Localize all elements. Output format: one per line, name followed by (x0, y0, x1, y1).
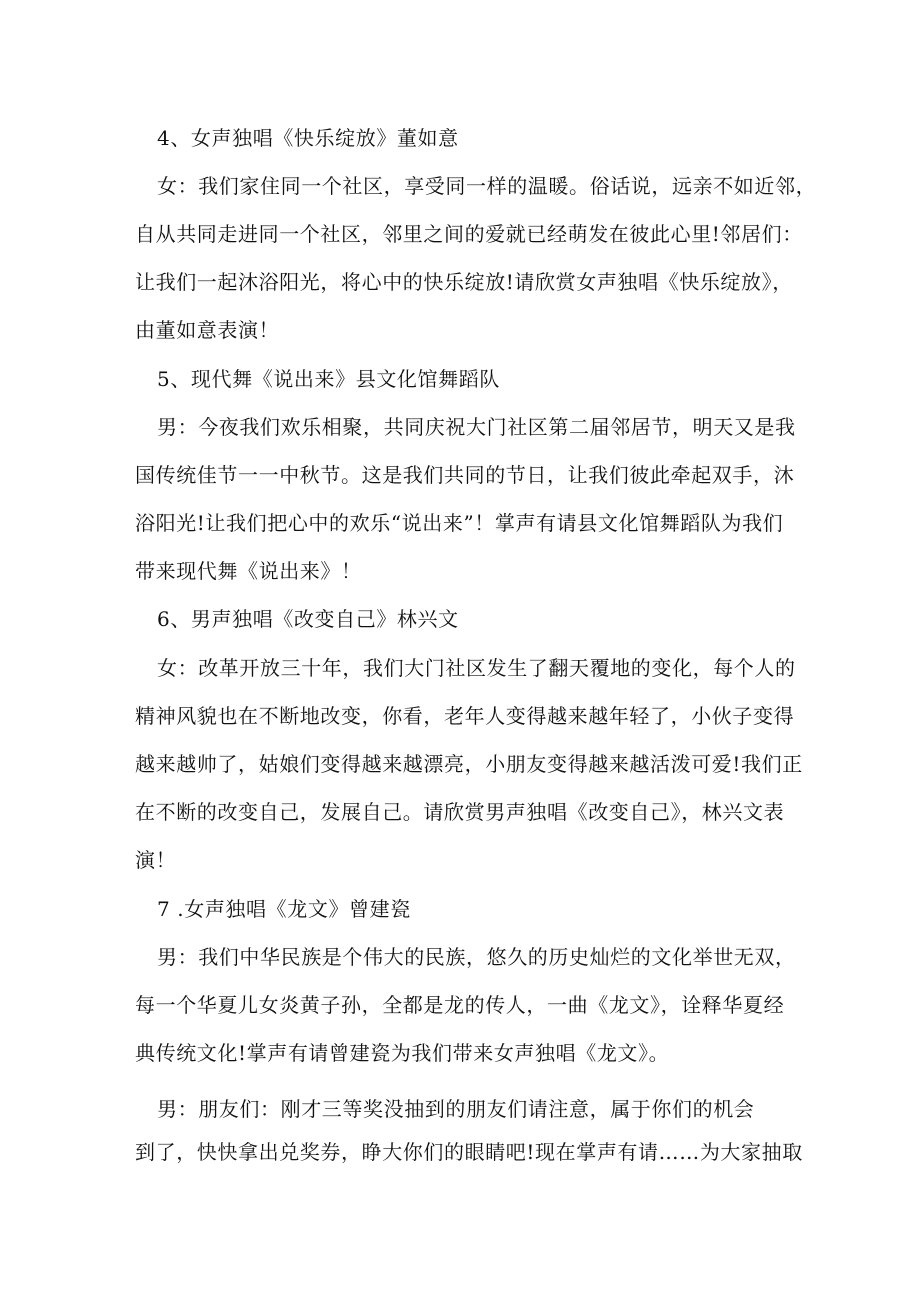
heading-item-6: 6、男声独唱《改变自己》林兴文 (157, 607, 459, 631)
paragraph-line: 由董如意表演！ (135, 318, 280, 342)
paragraph-line: 男：今夜我们欢乐相聚，共同庆祝大门社区第二届邻居节，明天又是我 (157, 415, 796, 439)
paragraph-line: 带来现代舞《说出来》！ (135, 559, 362, 583)
paragraph-line: 男：我们中华民族是个伟大的民族，悠久的历史灿烂的文化举世无双， (157, 945, 796, 969)
paragraph-line: 在不断的改变自己，发展自己。请欣赏男声独唱《改变自己》，林兴文表 (135, 800, 785, 824)
heading-item-7: 7 .女声独唱《龙文》曾建瓷 (157, 897, 411, 921)
paragraph-line: 到了，快快拿出兑奖券，睁大你们的眼睛吧!现在掌声有请……为大家抽取 (135, 1140, 803, 1164)
paragraph-line: 国传统佳节一一中秋节。这是我们共同的节日，让我们彼此牵起双手，沐 (135, 463, 795, 487)
paragraph-line: 女：改革开放三十年，我们大门社区发生了翻天覆地的变化，每个人的 (157, 656, 796, 680)
paragraph-line: 自从共同走进同一个社区，邻里之间的爱就已经萌发在彼此心里!邻居们： (135, 222, 803, 246)
paragraph-line: 精神风貌也在不断地改变，你看，老年人变得越来越年轻了，小伙子变得 (135, 704, 795, 728)
paragraph-line: 男：朋友们：刚才三等奖没抽到的朋友们请注意，属于你们的机会 (157, 1097, 755, 1121)
heading-item-4: 4、女声独唱《快乐绽放》董如意 (157, 126, 459, 150)
paragraph-line: 越来越帅了，姑娘们变得越来越漂亮，小朋友变得越来越活泼可爱!我们正 (135, 752, 803, 776)
paragraph-line: 让我们一起沐浴阳光，将心中的快乐绽放!请欣赏女声独唱《快乐绽放》， (135, 270, 793, 294)
heading-item-5: 5、现代舞《说出来》县文化馆舞蹈队 (157, 367, 500, 391)
paragraph-line: 每一个华夏儿女炎黄子孙，全都是龙的传人，一曲《龙文》，诠释华夏经 (135, 993, 785, 1017)
paragraph-line: 典传统文化!掌声有请曾建瓷为我们带来女声独唱《龙文》。 (135, 1041, 670, 1065)
paragraph-line: 女：我们家住同一个社区，享受同一样的温暖。俗话说，远亲不如近邻， (157, 174, 817, 198)
paragraph-line: 浴阳光!让我们把心中的欢乐“说出来”！掌声有请县文化馆舞蹈队为我们 (135, 511, 784, 535)
paragraph-line: 演！ (135, 848, 177, 872)
